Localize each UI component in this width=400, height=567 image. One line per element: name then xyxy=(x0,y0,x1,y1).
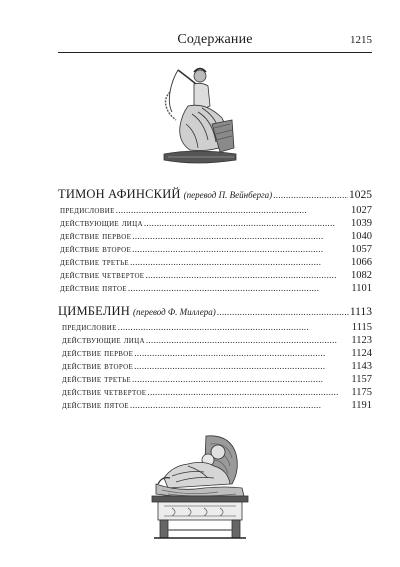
toc-play-heading[interactable] xyxy=(58,186,372,203)
toc-page-number: 1082 xyxy=(351,270,372,281)
sleeping-figures-engraving xyxy=(148,426,252,544)
leader-dots xyxy=(147,387,350,400)
leader-dots xyxy=(132,374,350,387)
leader-dots xyxy=(146,335,351,348)
toc-entry[interactable] xyxy=(58,204,372,217)
toc-page-number: 1039 xyxy=(351,218,372,229)
toc-entry-label: действующие лица xyxy=(60,218,143,229)
toc-entry-label: действие первое xyxy=(60,231,132,242)
toc-page-number: 1066 xyxy=(351,257,372,268)
play-title: ТИМОН АФИНСКИЙ xyxy=(58,187,181,201)
toc-entry[interactable] xyxy=(58,243,372,256)
toc-entry-label: действие второе xyxy=(62,361,134,372)
toc-entry[interactable] xyxy=(58,347,372,360)
leader-dots xyxy=(134,348,350,361)
toc-page-number: 1025 xyxy=(349,189,372,201)
toc-page-number: 1143 xyxy=(351,361,372,372)
toc-entry-label: действие пятое xyxy=(62,400,129,411)
toc-section-timon xyxy=(58,186,372,295)
toc-entry-label: действие четвертое xyxy=(60,270,145,281)
toc-page-number: 1124 xyxy=(351,348,372,359)
seated-figure-engraving xyxy=(150,62,242,168)
toc-entry[interactable] xyxy=(58,334,372,347)
leader-dots xyxy=(130,257,350,270)
toc-page-number: 1175 xyxy=(351,387,372,398)
page-number: 1215 xyxy=(350,34,372,46)
toc-page-number: 1115 xyxy=(351,322,372,333)
leader-dots xyxy=(273,188,348,205)
leader-dots xyxy=(134,361,350,374)
toc-entry-label: предисловие xyxy=(60,205,115,216)
toc-entry-label: действие третье xyxy=(62,374,131,385)
toc-entry-label: действие второе xyxy=(60,244,132,255)
leader-dots xyxy=(118,322,351,335)
toc-entry-label: предисловие xyxy=(62,322,117,333)
translator-note: (перевод Ф. Миллера) xyxy=(132,307,216,317)
toc-page-number: 1101 xyxy=(351,283,372,294)
toc-page-number: 1157 xyxy=(351,374,372,385)
toc-entry-label: действие четвертое xyxy=(62,387,147,398)
toc-section-cymbeline xyxy=(58,303,372,412)
toc-page-number: 1123 xyxy=(351,335,372,346)
toc-entry[interactable] xyxy=(58,256,372,269)
toc-page-number: 1027 xyxy=(351,205,372,216)
toc-entry-label: действующие лица xyxy=(62,335,145,346)
toc-entry[interactable] xyxy=(58,321,372,334)
leader-dots xyxy=(132,244,350,257)
leader-dots xyxy=(116,205,350,218)
running-header-title: Содержание xyxy=(177,32,253,47)
toc-entry-label: действие третье xyxy=(60,257,129,268)
leader-dots xyxy=(128,283,350,296)
leader-dots xyxy=(130,400,350,413)
toc-entry[interactable] xyxy=(58,230,372,243)
toc-entry[interactable] xyxy=(58,269,372,282)
toc-page-number: 1191 xyxy=(351,400,372,411)
toc-entry[interactable] xyxy=(58,360,372,373)
toc-entry[interactable] xyxy=(58,399,372,412)
leader-dots xyxy=(144,218,350,231)
toc-entry[interactable] xyxy=(58,217,372,230)
translator-note: (перевод П. Вейнберга) xyxy=(183,190,273,200)
toc-entry[interactable] xyxy=(58,386,372,399)
toc-page-number: 1113 xyxy=(349,306,372,318)
toc-entry-label: действие первое xyxy=(62,348,134,359)
leader-dots xyxy=(145,270,350,283)
toc-entry[interactable] xyxy=(58,282,372,295)
play-title: ЦИМБЕЛИН xyxy=(58,304,130,318)
leader-dots xyxy=(217,305,349,322)
toc-entry[interactable] xyxy=(58,373,372,386)
toc-entry-label: действие пятое xyxy=(60,283,127,294)
toc-play-heading[interactable] xyxy=(58,303,372,320)
leader-dots xyxy=(132,231,350,244)
running-header xyxy=(58,30,372,53)
toc-page-number: 1057 xyxy=(351,244,372,255)
toc-page-number: 1040 xyxy=(351,231,372,242)
